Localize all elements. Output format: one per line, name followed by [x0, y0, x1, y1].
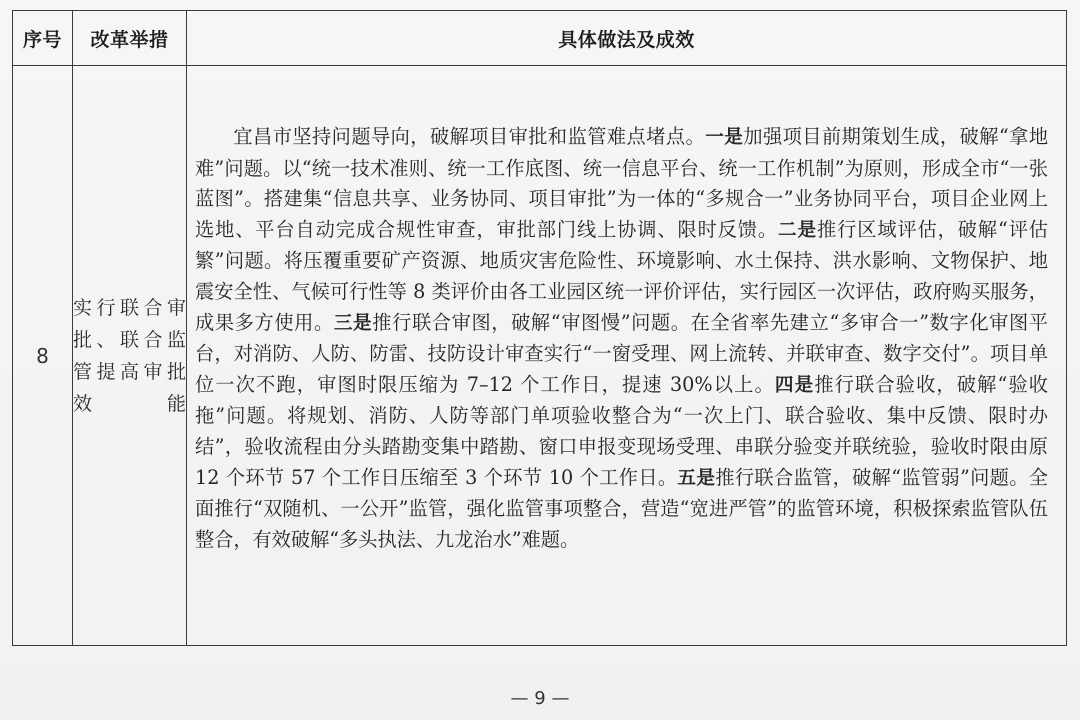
details-text-segment: 推行联合监管，破解“监管弱”问题。全面推行“双随机、一公开”监管，强化监管事项整合，营造“宽进严管”的监管环境，积极探索监管队伍整合，有效破解“多头执法、九龙治水”难题。	[195, 465, 1048, 551]
reform-measures-table	[12, 10, 1067, 646]
row-measure-cell: 实行联合审批、联合监管提高审批效能	[73, 66, 187, 646]
table-row	[13, 66, 1067, 646]
row-details-cell	[187, 66, 1067, 646]
details-text-segment: 宜昌市坚持问题导向，破解项目审批和监管难点堵点。	[233, 125, 706, 148]
table-header-row	[13, 11, 1067, 66]
details-text-segment: 推行区域评估，破解“评估繁”问题。将压覆重要矿产资源、地质灾害危险性、环境影响、水土保持、洪水影响、文物保护、地震安全性、气候可行性等 8 类评价由各工业园区统一评价评估，实行园区一次评估，政府购买服务，成果多方使用。	[195, 217, 1048, 334]
enumerator-label: 四是	[774, 374, 815, 396]
details-text-segment: 推行联合验收，破解“验收拖”问题。将规划、消防、人防等部门单项验收整合为“一次上门、联合验收、集中反馈、限时办结”，验收流程由分头踏勘变集中踏勘、窗口申报变现场受理、串联分验变并联统验，验收时限由原 12 个环节 57 个工作日压缩至 3 个环节 10 个工作日。	[195, 372, 1048, 489]
header-number: 序号	[13, 11, 73, 66]
row-number-cell: 8	[13, 66, 73, 646]
details-paragraph	[195, 122, 1048, 555]
enumerator-label: 一是	[705, 127, 744, 148]
page-number: — 9 —	[510, 688, 570, 709]
details-text-segment: 推行联合审图，破解“审图慢”问题。在全省率先建立“多审合一”数字化审图平台，对消防、人防、防雷、技防设计审查实行“一窗受理、网上流转、并联审查、数字交付”。项目单位一次不跑，审图时限压缩为 7–12 个工作日，提速 30%以上。	[195, 310, 1048, 396]
header-details: 具体做法及成效	[187, 11, 1067, 66]
header-measure: 改革举措	[73, 11, 187, 66]
details-text-segment: 加强项目前期策划生成，破解“拿地难”问题。以“统一技术准则、统一工作底图、统一信息平台、统一工作机制”为原则，形成全市“一张蓝图”。搭建集“信息共享、业务协同、项目审批”为一体的“多规合一”业务协同平台，项目企业网上选地、平台自动完成合规性审查，审批部门线上协调、限时反馈。	[195, 125, 1049, 241]
enumerator-label: 五是	[677, 467, 716, 489]
enumerator-label: 二是	[778, 219, 818, 241]
enumerator-label: 三是	[333, 312, 373, 334]
